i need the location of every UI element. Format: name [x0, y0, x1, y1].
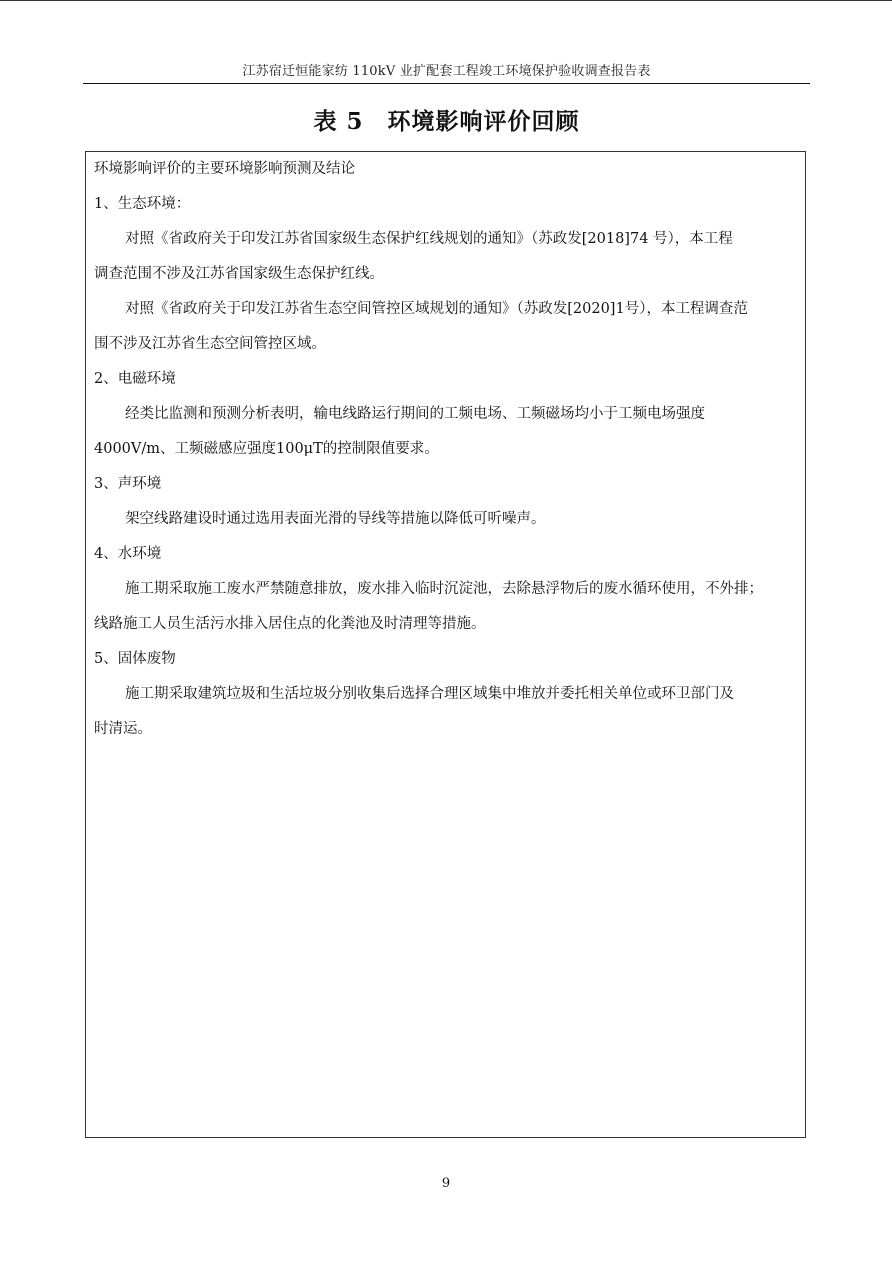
paragraph-line: 施工期采取建筑垃圾和生活垃圾分别收集后选择合理区域集中堆放并委托相关单位或环卫部门及 — [125, 686, 734, 702]
paragraph-line: 4000V/m、工频磁感应强度100μT的控制限值要求。 — [94, 441, 439, 457]
paragraph-line: 对照《省政府关于印发江苏省国家级生态保护红线规划的通知》（苏政发[2018]74 号），本工程 — [125, 231, 733, 247]
page-number: 9 — [441, 1176, 451, 1191]
section-heading-water: 4、水环境 — [94, 546, 162, 562]
paragraph-line: 时清运。 — [94, 721, 152, 737]
section-heading-acoustic: 3、声环境 — [94, 476, 162, 492]
content-body — [94, 152, 802, 747]
section-heading-solid-waste: 5、固体废物 — [94, 651, 176, 667]
paragraph-line: 围不涉及江苏省生态空间管控区域。 — [94, 336, 326, 352]
intro-line: 环境影响评价的主要环境影响预测及结论 — [94, 161, 355, 177]
paragraph-line: 施工期采取施工废水严禁随意排放，废水排入临时沉淀池，去除悬浮物后的废水循环使用，不外排； — [125, 581, 763, 597]
section-heading-ecology: 1、生态环境： — [94, 196, 191, 212]
paragraph-line: 对照《省政府关于印发江苏省生态空间管控区域规划的通知》（苏政发[2020]1号），本工程调查范 — [125, 301, 748, 317]
paragraph-line: 线路施工人员生活污水排入居住点的化粪池及时清理等措施。 — [94, 616, 486, 632]
header-rule — [83, 83, 810, 84]
running-header: 江苏宿迁恒能家纺 110kV 业扩配套工程竣工环境保护验收调查报告表 — [242, 64, 651, 79]
section-heading-electromagnetic: 2、电磁环境 — [94, 371, 176, 387]
paragraph-line: 调查范围不涉及江苏省国家级生态保护红线。 — [94, 266, 384, 282]
paragraph-line: 经类比监测和预测分析表明，输电线路运行期间的工频电场、工频磁场均小于工频电场强度 — [125, 406, 705, 422]
paragraph-line: 架空线路建设时通过选用表面光滑的导线等措施以降低可听噪声。 — [125, 511, 546, 527]
page-title: 表 5 环境影响评价回顾 — [313, 108, 580, 135]
